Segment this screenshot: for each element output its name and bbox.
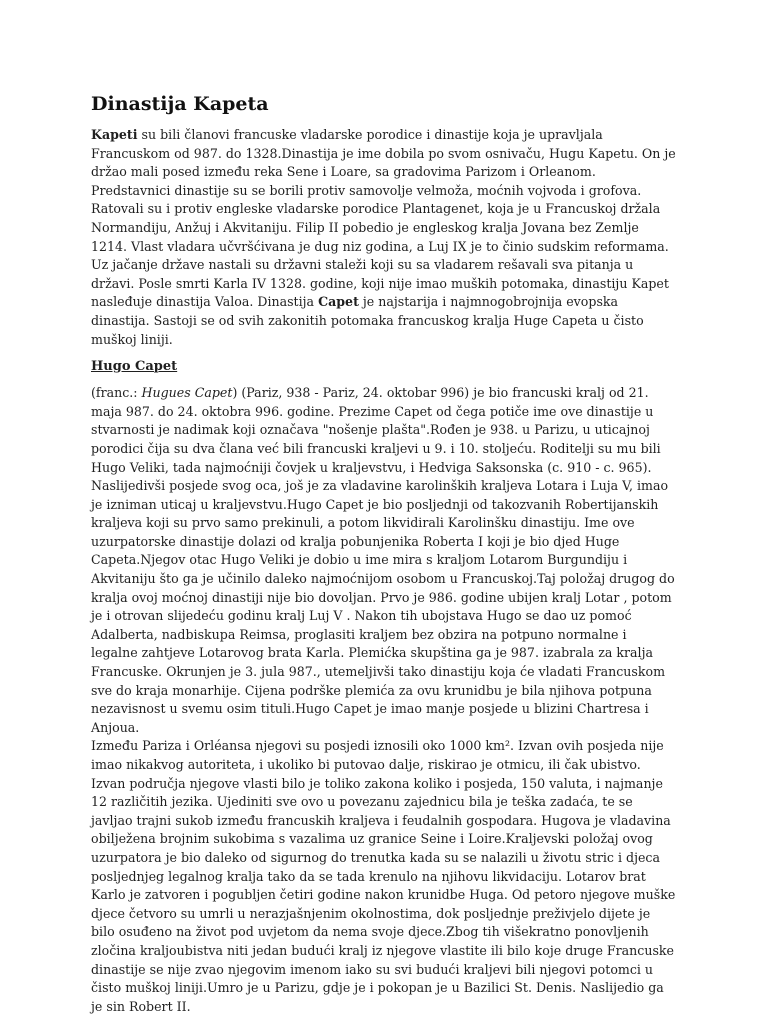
section-heading: Hugo Capet [91,359,178,375]
body-close-paren: ) [232,385,242,401]
page-title: Dinastija Kapeta [91,93,269,115]
document-page [91,92,677,1016]
intro-text-2: je najstarija i najmnogobrojnija evopska dinastija. Sastoji se od svih zakonitih potomaka francuskog kralja Huge Capeta u čisto muškoj liniji. [91,294,644,347]
body-prefix: (franc.: [91,385,142,401]
body-paragraph-1 [91,384,677,737]
intro-paragraph [91,126,677,349]
body-paragraph-2: Između Pariza i Orléansa njegovi su posjedi iznosili oko 1000 km². Izvan ovih posjeda nije imao nikakvog autoriteta, i ukoliko bi putovao dalje, riskirao je otmicu, ili čak ubistvo. Izvan područja njegove vlasti bilo je toliko zakona koliko i posjeda, 150 valuta, i najmanje 12 različitih jezika. Ujediniti sve ovo u povezanu zajednicu bila je teška zadaća, te se javljao trajni sukob između francuskih kraljeva i feudalnih gospodara. Hugova je vladavina obilježena brojnim sukobima s vazalima uz granice Seine i Loire.Kraljevski položaj ovog uzurpatora je bio daleko od sigurnog do trenutka kada su se nalazili u životu stric i djeca posljednjeg legalnog kralja tako da se tada krenulo na njihovu likvidaciju. Lotarov brat Karlo je zatvoren i pogubljen četiri godine nakon krunidbe Huga. Od petoro njegove muške djece četvoro su umrli u nerazjašnjenim okolnostima, dok posljednje preživjelo dijete je bilo osuđeno na život pod uvjetom da nema svoje djece.Zbog tih višekratno ponovljenih zločina kraljoubistva niti jedan budući kralj iz njegove vlastite ili bilo koje druge Francuske dinastije se nije zvao njegovim imenom iako su svi budući kraljevi bili njegovi potomci u čisto muškoj liniji.Umro je u Parizu, gdje je i pokopan je u Bazilici St. Denis. Naslijedio ga je sin Robert II. [91,738,676,1014]
intro-bold-capet: Capet [318,294,359,310]
intro-text-1: su bili članovi francuske vladarske porodice i dinastije koja je upravljala Francuskom od 987. do 1328.Dinastija je ime dobila po svom osnivaču, Hugu Kapetu. On je držao mali posed između reka Sene i Loare, sa gradovima Parizom i Orleanom. Predstavnici dinastije su se borili protiv samovolje velmoža, moćnih vojvoda i grofova. Ratovali su i protiv engleske vladarske porodice Plantagenet, koja je u Francuskoj držala Normandiju, Anžuj i Akvitaniju. Filip II pobedio je engleskog kralja Jovana bez Zemlje 1214. Vlast vladara učvršćivana je dug niz godina, a Luj IX je to činio sudskim reformama. Uz jačanje države nastali su državni staleži koji su sa vladarem rešavali sva pitanja u državi. Posle smrti Karla IV 1328. godine, koji nije imao muških potomaka, dinastiju Kapet nasleđuje dinastija Valoa. Dinastija [91,127,676,310]
intro-bold-kapeti: Kapeti [91,127,138,142]
body-text-main: (Pariz, 938 - Pariz, 24. oktobar 996) je bio francuski kralj od 21. maja 987. do 24. oktobra 996. godine. Prezime Capet od čega potiče ime ove dinastije u stvarnosti je nadimak koji označava "nošenje plašta".Rođen je 938. u Parizu, u uticajnoj porodici čija su dva člana već bili francuski kraljevi u 9. i 10. stoljeću. Roditelji su mu bili Hugo Veliki, tada najmoćniji čovjek u kraljevstvu, i Hedviga Saksonska (c. 910 - c. 965). Naslijedivši posjede svog oca, još je za vladavine karolinških kraljeva Lotara i Luja V, imao je izniman uticaj u kraljevstvu.Hugo Capet je bio posljednji od takozvanih Robertijanskih kraljeva koji su prvo samo prekinuli, a potom likvidirali Karolinšku dinastiju. Ime ove uzurpatorske dinastije dolazi od kralja pobunjenika Roberta I koji je bio djed Huge Capeta.Njegov otac Hugo Veliki je dobio u ime mira s kraljom Lotarom Burgundiju i Akvitaniju što ga je učinilo daleko najmoćnijom osobom u Francuskoj.Taj položaj drugog do kralja ovoj moćnoj dinastiji nije bio dovoljan. Prvo je 986. godine ubijen kralj Lotar , potom je i otrovan slijedeću godinu kralj Luj V . Nakon tih ubojstava Hugo se dao uz pomoć Adalberta, nadbiskupa Reimsa, proglasiti kraljem bez obzira na potpuno normalne i legalne zahtjeve Lotarovog brata Karla. Plemićka skupština ga je 987. izabrala za kralja Francuske. Okrunjen je 3. jula 987., utemeljivši tako dinastiju koja će vladati Francuskom sve do kraja monarhije. Cijena podrške plemića za ovu krunidbu je bila njihova potpuna nezavisnost u svemu osim tituli.Hugo Capet je imao manje posjede u blizini Chartresa i Anjoua. [91,385,675,735]
body-italic-name: Hugues Capet [141,385,233,401]
